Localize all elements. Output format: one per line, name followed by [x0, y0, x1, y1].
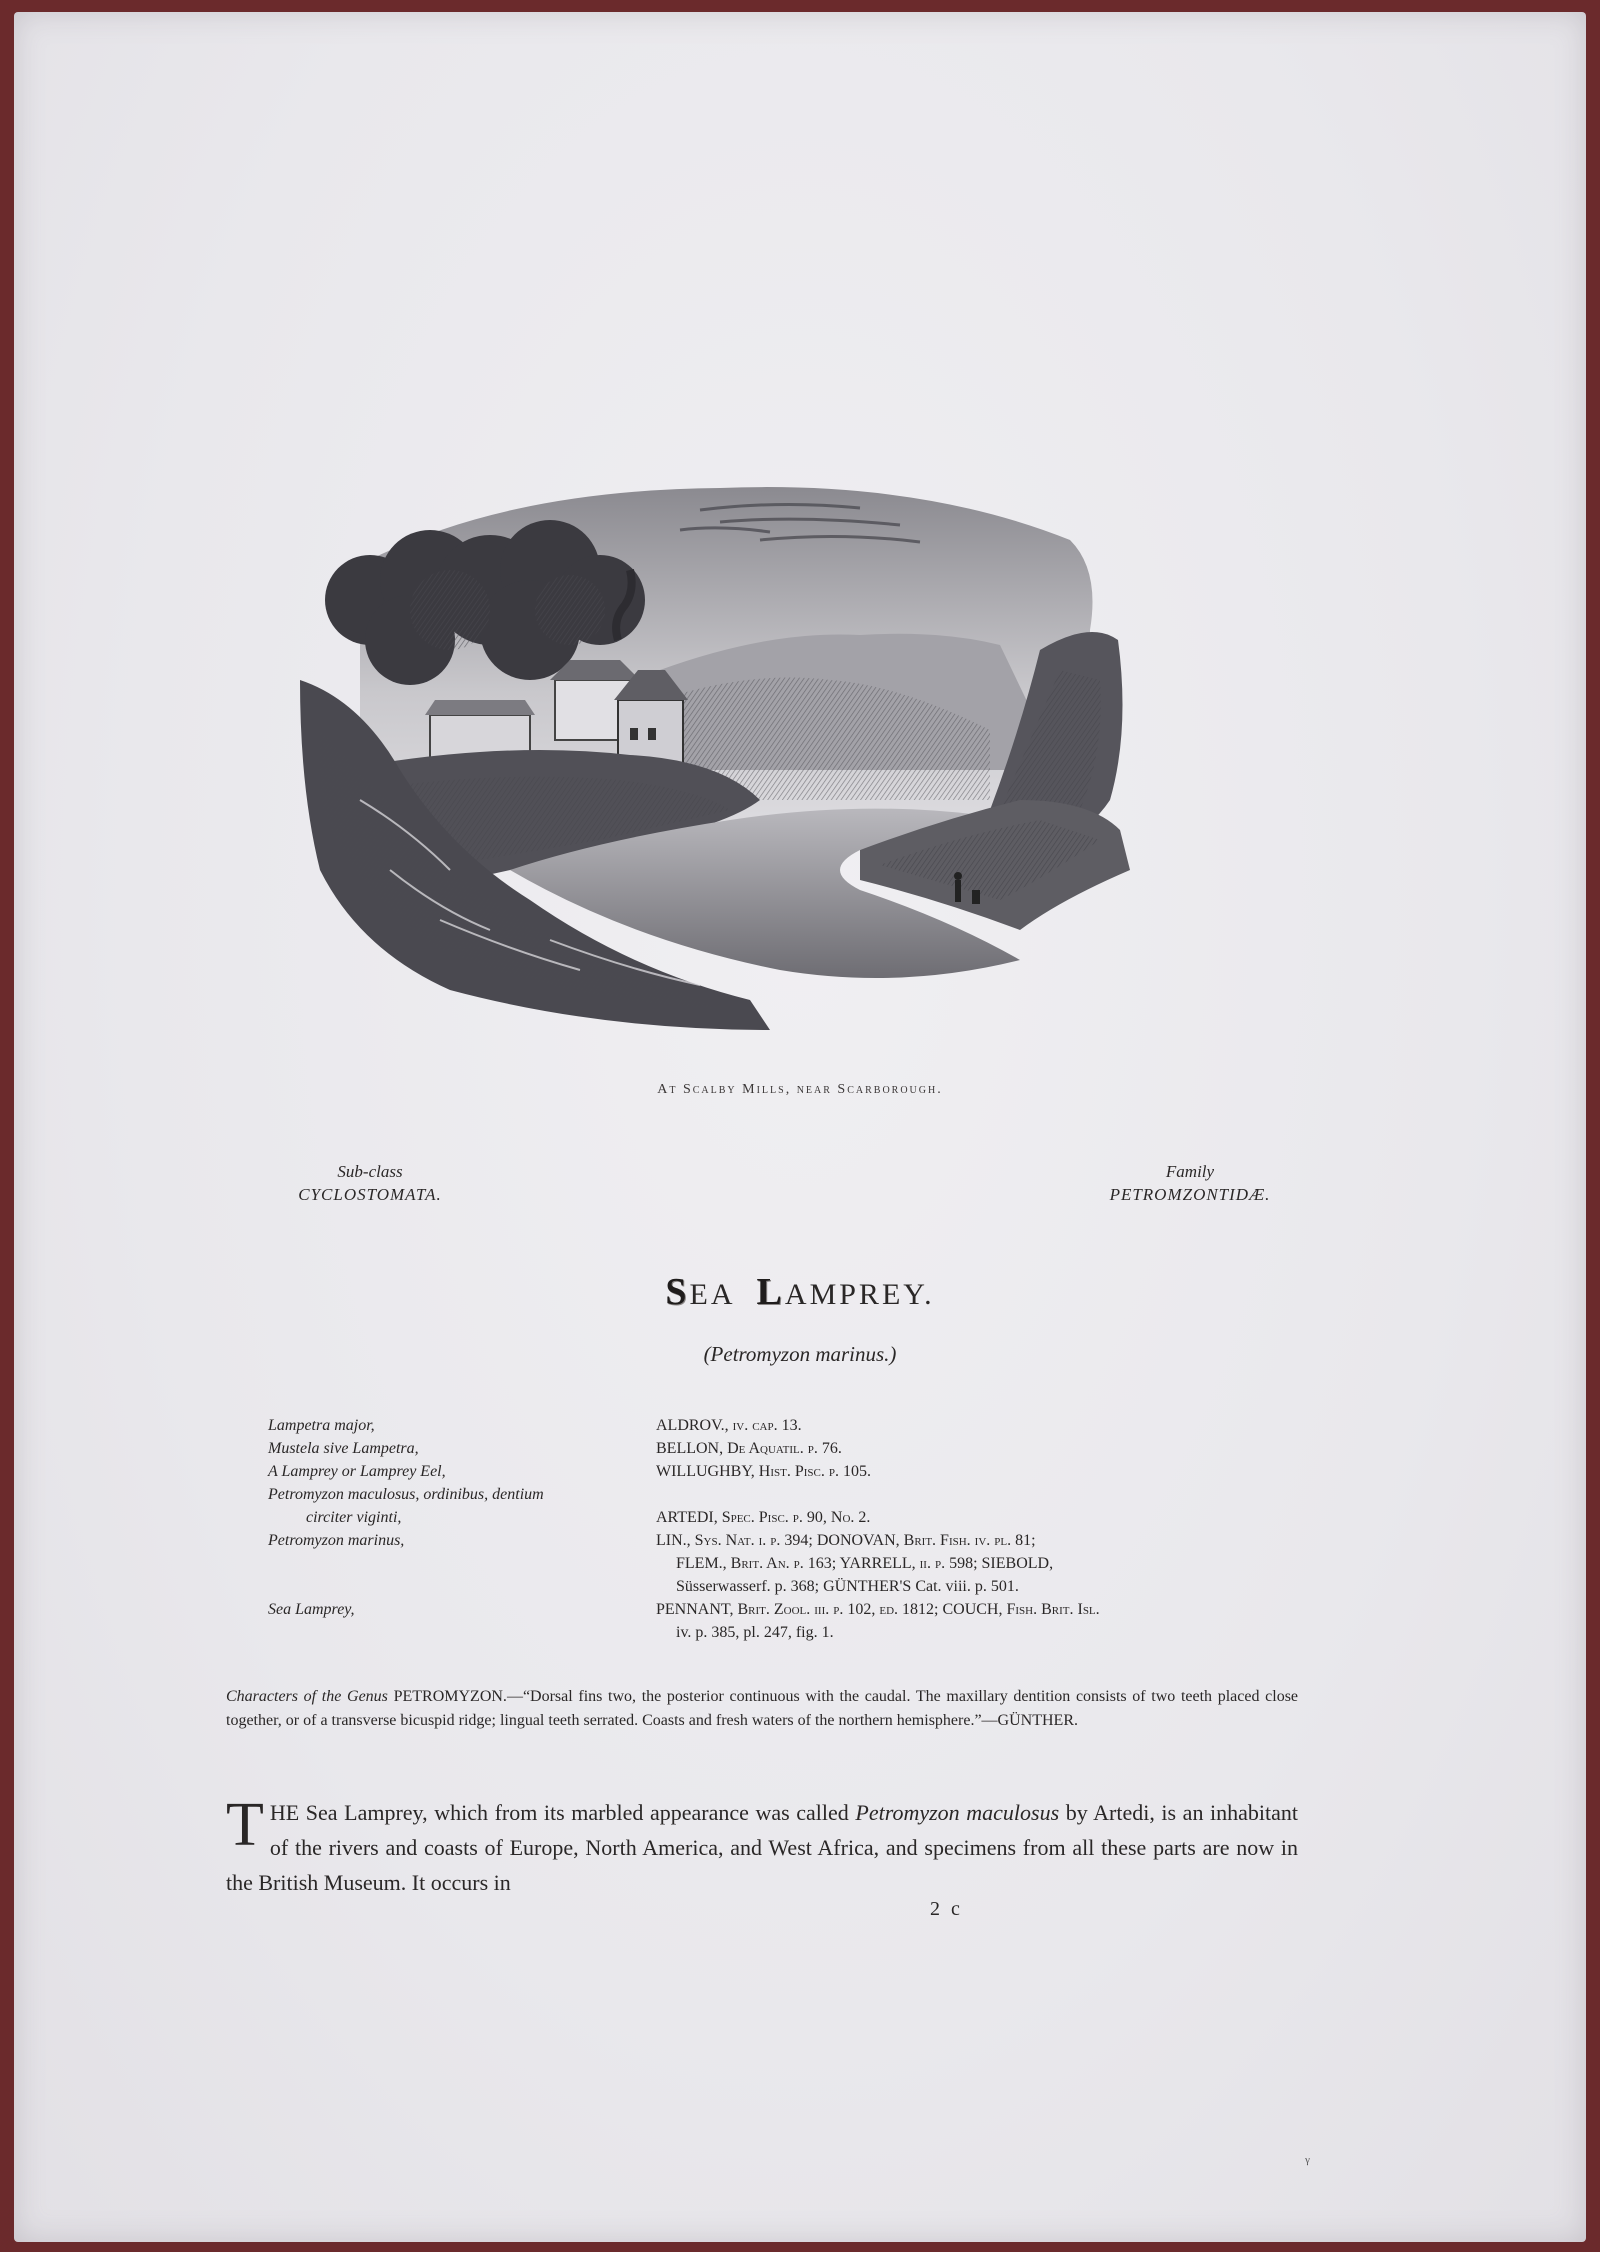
- family-label: Family: [1165, 1162, 1215, 1181]
- genus-characters: [226, 1685, 1298, 1733]
- synonym-name: Sea Lamprey,: [268, 1601, 355, 1618]
- synonym-reference: ARTEDI, Spec. Pisc. p. 90, No. 2.: [656, 1509, 871, 1526]
- subclass-block: [250, 1160, 490, 1206]
- table-row: [268, 1575, 1278, 1598]
- page-title: [0, 1270, 1600, 1314]
- body-paragraph: [226, 1791, 1299, 1900]
- synonym-name: A Lamprey or Lamprey Eel,: [268, 1463, 446, 1480]
- margin-mark: ᵞ: [1305, 2152, 1310, 2172]
- body-text-2: by Artedi, is an inhabitant of the rivers and coasts of Europe, North America, and West Africa, and specimens from all these parts are now in the British Museum. It occurs in: [226, 1800, 1299, 1895]
- synonym-name: Mustela sive Lampetra,: [268, 1440, 419, 1457]
- title-initial-1: S: [665, 1271, 690, 1313]
- synonym-reference: iv. p. 385, pl. 247, fig. 1.: [676, 1624, 834, 1641]
- synonym-name: Lampetra major,: [268, 1417, 375, 1434]
- table-row: [268, 1460, 1278, 1483]
- title-rest-1: EA: [689, 1278, 736, 1311]
- species-name: (Petromyzon marinus.): [703, 1342, 897, 1366]
- family-value: PETROMZONTIDÆ.: [1109, 1185, 1271, 1204]
- synonym-reference: FLEM., Brit. An. p. 163; YARRELL, ii. p. 598; SIEBOLD,: [676, 1555, 1054, 1572]
- page-sheet: [14, 12, 1586, 2242]
- genus-text: —“Dorsal fins two, the posterior continuous with the caudal. The maxillary dentition consists of two teeth placed close together, or of a transverse bicuspid ridge; lingual teeth serrated. Coasts and fresh waters of the northern hemisphere.”—GÜNTHER.: [226, 1688, 1299, 1729]
- plate-caption: At Scalby Mills, near Scarborough.: [657, 1082, 943, 1097]
- synonym-reference: BELLON, De Aquatil. p. 76.: [656, 1440, 842, 1457]
- family-block: [1060, 1160, 1320, 1206]
- synonym-reference: PENNANT, Brit. Zool. iii. p. 102, ed. 1812; COUCH, Fish. Brit. Isl.: [656, 1601, 1100, 1618]
- table-row: [268, 1506, 1278, 1529]
- drop-cap: T: [226, 1791, 264, 1859]
- synonymy-table: [268, 1414, 1278, 1644]
- table-row: [268, 1598, 1278, 1621]
- landscape-engraving: [300, 470, 1220, 1050]
- genus-name: PETROMYZON.: [393, 1688, 507, 1705]
- subclass-value: CYCLOSTOMATA.: [298, 1185, 442, 1204]
- synonym-name: [268, 1621, 656, 1644]
- table-row: [268, 1437, 1278, 1460]
- synonym-reference: ALDROV., iv. cap. 13.: [656, 1417, 802, 1434]
- signature-mark: 2 c: [930, 1898, 963, 1920]
- title-rest-2: AMPREY.: [784, 1278, 935, 1311]
- table-row: [268, 1529, 1278, 1552]
- body-text-1: HE Sea Lamprey, which from its marbled appearance was called: [269, 1800, 849, 1825]
- synonym-name: [268, 1575, 656, 1598]
- synonym-name: Petromyzon maculosus, ordinibus, dentium: [268, 1486, 544, 1503]
- synonym-reference: LIN., Sys. Nat. i. p. 394; DONOVAN, Brit. Fish. iv. pl. 81;: [656, 1532, 1036, 1549]
- synonym-name: Petromyzon marinus,: [268, 1532, 405, 1549]
- synonym-reference: [656, 1483, 1278, 1506]
- table-row: [268, 1483, 1278, 1506]
- table-row: [268, 1552, 1278, 1575]
- table-row: [268, 1414, 1278, 1437]
- synonym-name: circiter viginti,: [306, 1509, 402, 1526]
- synonym-name: [268, 1552, 656, 1575]
- genus-lead: Characters of the Genus: [226, 1688, 388, 1705]
- synonym-reference: WILLUGHBY, Hist. Pisc. p. 105.: [656, 1463, 871, 1480]
- body-italic: Petromyzon maculosus: [855, 1800, 1060, 1825]
- table-row: [268, 1621, 1278, 1644]
- title-initial-2: L: [756, 1271, 785, 1313]
- subclass-label: Sub-class: [337, 1162, 403, 1181]
- synonym-reference: Süsserwasserf. p. 368; GÜNTHER'S Cat. viii. p. 501.: [676, 1578, 1019, 1595]
